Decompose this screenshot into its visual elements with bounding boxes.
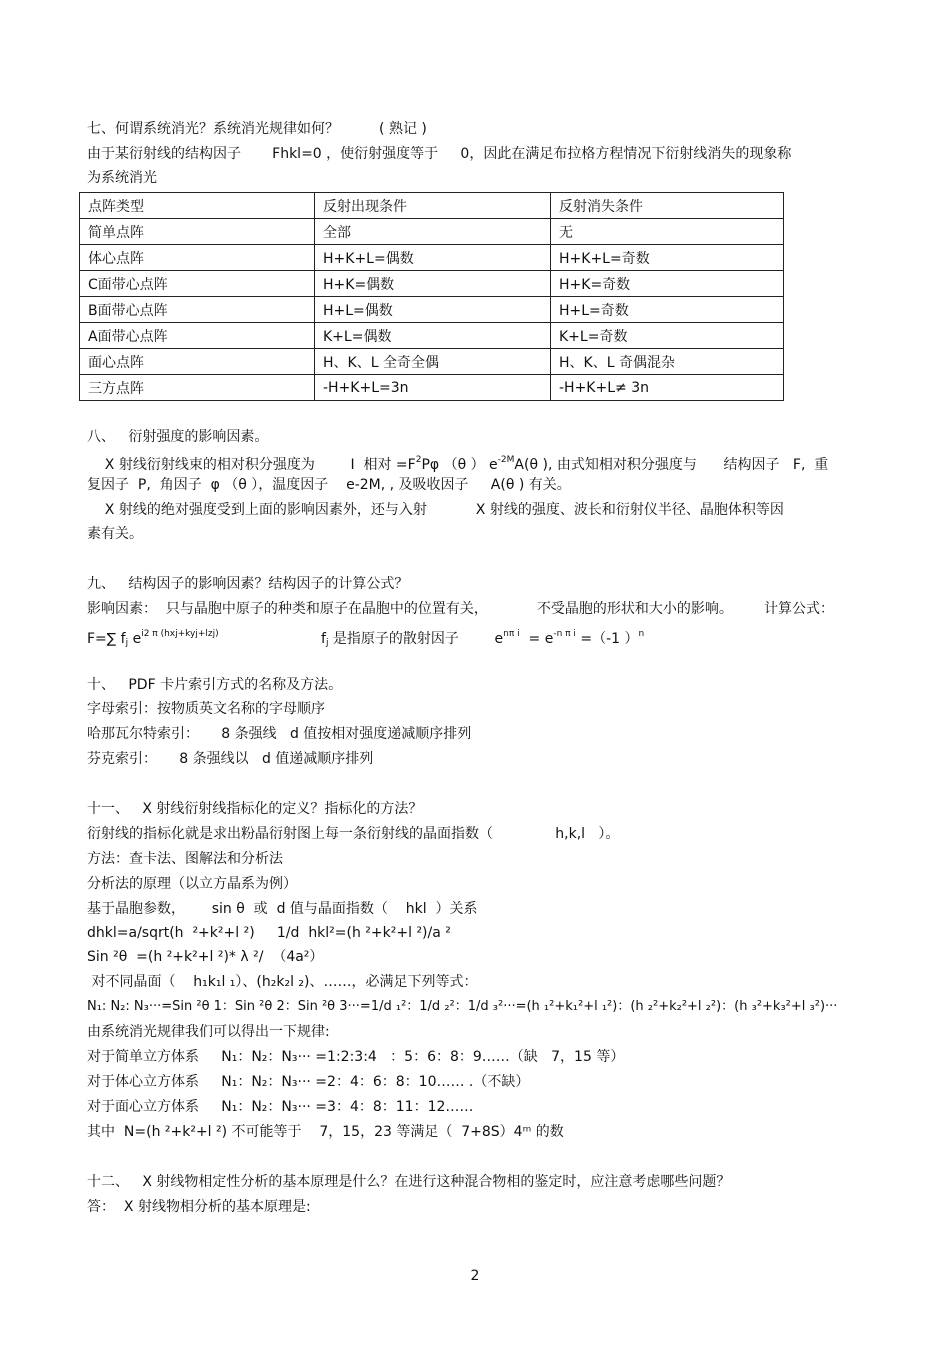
page-number: 2	[470, 1268, 480, 1284]
section-7-heading: 七、何谓系统消光？系统消光规律如何？ ( 熟记 )	[87, 121, 427, 137]
table-header-cell: 反射消失条件	[551, 193, 784, 219]
section-12-heading: 十二、 X 射线物相定性分析的基本原理是什么？在进行这种混合物相的鉴定时，应注意考虑哪些问题？	[87, 1174, 731, 1190]
table-cell: H+K=偶数	[315, 271, 551, 297]
table-cell: H、K、L 全奇全偶	[315, 349, 551, 375]
table-cell: H+K+L=奇数	[551, 245, 784, 271]
table-cell: -H+K+L=3n	[315, 375, 551, 401]
section-7-paragraph-line-1: 由于某衍射线的结构因子 Fhkl=0 ，使衍射强度等于 0，因此在满足布拉格方程情况下衍射线消失的现象称	[87, 146, 792, 162]
section-8-line-3: X 射线的绝对强度受到上面的影响因素外，还与入射 X 射线的强度、波长和衍射仪半径、晶胞体积等因	[87, 502, 784, 518]
section-10-line-3: 芬克索引： 8 条强线以 d 值递减顺序排列	[87, 751, 374, 767]
section-11-line-1: 衍射线的指标化就是求出粉晶衍射图上每一条衍射线的晶面指数（ h,k,l ）。	[87, 826, 620, 842]
table-row	[80, 271, 784, 297]
section-11-line-5: dhkl=a/sqrt(h ²+k²+l ²) 1/d hkl²=(h ²+k²+l ²)/a ²	[87, 925, 451, 941]
section-7-paragraph-line-2: 为系统消光	[87, 170, 157, 186]
table-header-cell: 点阵类型	[80, 193, 315, 219]
section-11-line-6: Sin ²θ =(h ²+k²+l ²)* λ ²/ （4a²）	[87, 949, 324, 965]
structure-factor-formula: F=∑ $f_j$ $e^{i2 \pi (hxj+kyj+lzj)}$ $f_j$ 是指原子的散射因子 $e^{n\pi i} = e^{-n \pi i} =(-1$ ）$^n$	[87, 629, 645, 648]
table-cell: B面带心点阵	[80, 297, 315, 323]
section-11-line-10: 对于简单立方体系 N₁：N₂：N₃··· =1:2:3:4 ：5：6：8：9……（缺 7，15 等）	[87, 1049, 625, 1065]
section-11-heading: 十一、 X 射线衍射线指标化的定义？指标化的方法？	[87, 801, 423, 817]
section-11-line-9: 由系统消光规律我们可以得出一下规律:	[87, 1024, 330, 1040]
section-10-line-1: 字母索引：按物质英文名称的字母顺序	[87, 701, 325, 717]
section-8-line-1: X 射线衍射线束的相对积分强度为 I 相对 $=F^2P\varphi$ （θ ） $e^{-2M}A(\theta$ ), 由式知相对积分强度与 结构因子 F, 重	[87, 455, 829, 473]
table-cell: 面心点阵	[80, 349, 315, 375]
section-11-line-4: 基于晶胞参数， sin θ 或 d 值与晶面指数（ hkl ）关系	[87, 901, 478, 917]
extinction-rules-table	[79, 192, 784, 401]
table-row	[80, 375, 784, 401]
table-cell: 简单点阵	[80, 219, 315, 245]
table-row	[80, 323, 784, 349]
table-row	[80, 245, 784, 271]
section-11-line-7: 对不同晶面（ h₁k₁l ₁）、(h₂k₂l ₂)、……，必满足下列等式：	[87, 974, 478, 990]
section-11-line-13: 其中 N=(h ²+k²+l ²) 不可能等于 7，15，23 等满足（ 7+8S）4ᵐ 的数	[87, 1124, 564, 1140]
table-cell: H+L=奇数	[551, 297, 784, 323]
table-cell: H+L=偶数	[315, 297, 551, 323]
table-cell: -H+K+L≠ 3n	[551, 375, 784, 401]
table-row	[80, 297, 784, 323]
table-row	[80, 349, 784, 375]
section-11-line-2: 方法：查卡法、图解法和分析法	[87, 851, 283, 867]
table-header-cell: 反射出现条件	[315, 193, 551, 219]
section-8-line-4: 素有关。	[87, 526, 143, 542]
table-cell: C面带心点阵	[80, 271, 315, 297]
section-11-line-8: N₁: N₂: N₃···=Sin ²θ 1：Sin ²θ 2：Sin ²θ 3···=1/d ₁²：1/d ₂²：1/d ₃²···=(h ₁²+k₁²+l ₁²)：(h ₂²+k₂²+l ₂²)：(h ₃²+k₃²+l ₃²)···	[87, 999, 838, 1014]
section-8-line-2: 复因子 P, 角因子 φ （θ ），温度因子 e-2M, , 及吸收因子 A(θ ) 有关。	[87, 477, 571, 493]
table-cell: H+K+L=偶数	[315, 245, 551, 271]
table-cell: A面带心点阵	[80, 323, 315, 349]
section-10-line-2: 哈那瓦尔特索引： 8 条强线 d 值按相对强度递减顺序排列	[87, 726, 472, 742]
table-cell: H+K=奇数	[551, 271, 784, 297]
section-11-line-11: 对于体心立方体系 N₁：N₂：N₃··· =2：4：6：8：10…… .（不缺）	[87, 1074, 530, 1090]
section-10-heading: 十、 PDF 卡片索引方式的名称及方法。	[87, 677, 343, 693]
section-8-heading: 八、 衍射强度的影响因素。	[87, 429, 269, 445]
table-cell: 无	[551, 219, 784, 245]
table-cell: 三方点阵	[80, 375, 315, 401]
table-cell: 体心点阵	[80, 245, 315, 271]
table-cell: K+L=偶数	[315, 323, 551, 349]
section-11-line-3: 分析法的原理（以立方晶系为例）	[87, 876, 297, 892]
section-12-line-1: 答： X 射线物相分析的基本原理是:	[87, 1199, 311, 1215]
table-header-row	[80, 193, 784, 219]
section-9-heading: 九、 结构因子的影响因素？结构因子的计算公式？	[87, 576, 409, 592]
section-11-line-12: 对于面心立方体系 N₁：N₂：N₃··· =3：4：8：11：12……	[87, 1099, 474, 1115]
section-9-line-1: 影响因素： 只与晶胞中原子的种类和原子在晶胞中的位置有关， 不受晶胞的形状和大小的影响。 计算公式：	[87, 601, 835, 617]
table-cell: 全部	[315, 219, 551, 245]
table-row	[80, 219, 784, 245]
table-cell: K+L=奇数	[551, 323, 784, 349]
table-cell: H、K、L 奇偶混杂	[551, 349, 784, 375]
